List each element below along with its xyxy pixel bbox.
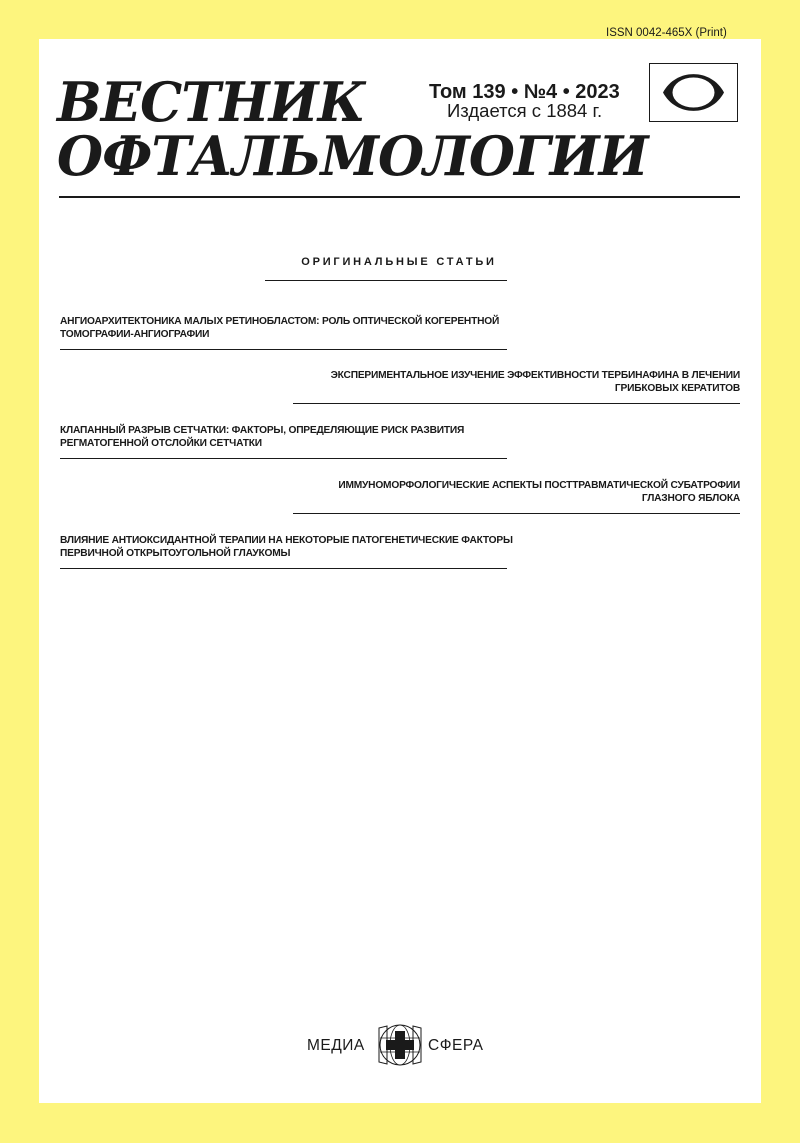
globe-cross-icon [373, 1022, 427, 1068]
article-4-line2: ГЛАЗНОГО ЯБЛОКА [641, 493, 740, 504]
article-5[interactable] [60, 534, 513, 569]
article-1-line1: АНГИОАРХИТЕКТОНИКА МАЛЫХ РЕТИНОБЛАСТОМ: РОЛЬ ОПТИЧЕСКОЙ КОГЕРЕНТНОЙ [60, 316, 500, 327]
article-2-line1: ЭКСПЕРИМЕНТАЛЬНОЕ ИЗУЧЕНИЕ ЭФФЕКТИВНОСТИ ТЕРБИНАФИНА В ЛЕЧЕНИИ [330, 370, 740, 381]
issue-info: Том 139 • №4 • 2023 [429, 81, 620, 103]
header-rule [59, 196, 740, 198]
article-5-line1: ВЛИЯНИЕ АНТИОКСИДАНТНОЙ ТЕРАПИИ НА НЕКОТОРЫЕ ПАТОГЕНЕТИЧЕСКИЕ ФАКТОРЫ [60, 535, 513, 546]
article-1[interactable] [60, 315, 507, 350]
article-4-line1: ИММУНОМОРФОЛОГИЧЕСКИЕ АСПЕКТЫ ПОСТТРАВМАТИЧЕСКОЙ СУБАТРОФИИ [338, 480, 740, 491]
section-rule [265, 280, 507, 281]
journal-title-line1: ВЕСТНИК [57, 70, 365, 134]
article-3[interactable] [60, 424, 507, 459]
issn-print: ISSN 0042-465X (Print) [606, 27, 727, 39]
article-4[interactable] [293, 479, 740, 514]
published-since: Издается с 1884 г. [447, 100, 603, 121]
section-label: ОРИГИНАЛЬНЫЕ СТАТЬИ [301, 256, 497, 268]
article-2[interactable] [293, 369, 740, 404]
journal-title-line2: ОФТАЛЬМОЛОГИИ [57, 124, 648, 188]
eye-logo [649, 63, 738, 122]
publisher-name-right: СФЕРА [428, 1037, 484, 1054]
article-1-line2: ТОМОГРАФИИ-АНГИОГРАФИИ [60, 329, 210, 340]
publisher-logo [307, 1022, 497, 1068]
article-5-line2: ПЕРВИЧНОЙ ОТКРЫТОУГОЛЬНОЙ ГЛАУКОМЫ [60, 548, 291, 559]
eye-icon [650, 64, 737, 121]
cover-page [39, 39, 761, 1103]
publisher-name-left: МЕДИА [307, 1037, 365, 1054]
article-2-line2: ГРИБКОВЫХ КЕРАТИТОВ [614, 383, 740, 394]
article-3-line1: КЛАПАННЫЙ РАЗРЫВ СЕТЧАТКИ: ФАКТОРЫ, ОПРЕДЕЛЯЮЩИЕ РИСК РАЗВИТИЯ [60, 425, 465, 436]
article-3-line2: РЕГМАТОГЕННОЙ ОТСЛОЙКИ СЕТЧАТКИ [60, 438, 262, 449]
